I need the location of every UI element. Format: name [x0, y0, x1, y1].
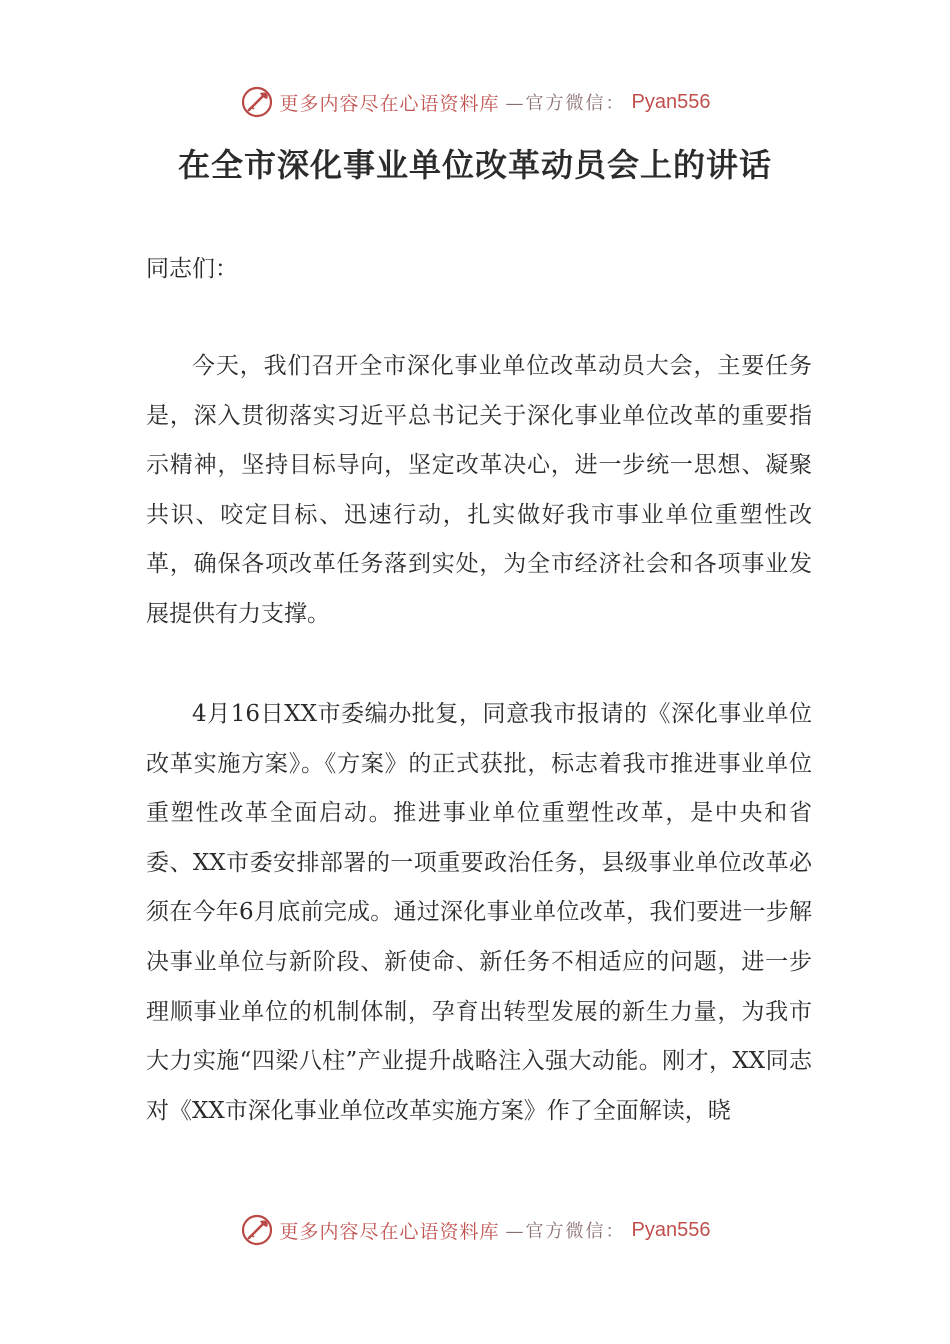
- quill-logo-icon: [240, 1213, 274, 1247]
- paragraph-1: 今天，我们召开全市深化事业单位改革动员大会，主要任务是，深入贯彻落实习近平总书记关于深化事业单位改革的重要指示精神，坚持目标导向，坚定改革决心，进一步统一思想、凝聚共识、咬定目标、迅速行动，扎实做好我市事业单位重塑性改革，确保各项改革任务落到实处，为全市经济社会和各项事业发展提供有力支撑。: [146, 353, 812, 627]
- document-title: 在全市深化事业单位改革动员会上的讲话: [177, 146, 772, 184]
- watermark-text: 更多内容尽在心语资料库: [279, 92, 500, 115]
- watermark-sub: —官方微信：: [505, 93, 626, 114]
- watermark-sub: —官方微信：: [505, 1221, 626, 1242]
- quill-logo-icon: [240, 85, 274, 119]
- watermark-id: Pyan556: [631, 1218, 711, 1241]
- paragraph-2: 4月16日XX市委编办批复，同意我市报请的《深化事业单位改革实施方案》。《方案》的正式获批，标志着我市推进事业单位重塑性改革全面启动。推进事业单位重塑性改革，是中央和省委、XX市委安排部署的一项重要政治任务，县级事业单位改革必须在今年6月底前完成。通过深化事业单位改革，我们要进一步解决事业单位与新阶段、新使命、新任务不相适应的问题，进一步理顺事业单位的机制体制，孕育出转型发展的新生力量，为我市大力实施“四梁八柱”产业提升战略注入强大动能。刚才，XX同志对《XX市深化事业单位改革实施方案》作了全面解读，晓: [146, 701, 812, 1124]
- salutation: 同志们：: [146, 256, 238, 282]
- header-watermark: [0, 82, 950, 122]
- watermark-id: Pyan556: [631, 90, 711, 113]
- watermark-text: 更多内容尽在心语资料库: [279, 1220, 500, 1243]
- footer-watermark: [0, 1210, 950, 1250]
